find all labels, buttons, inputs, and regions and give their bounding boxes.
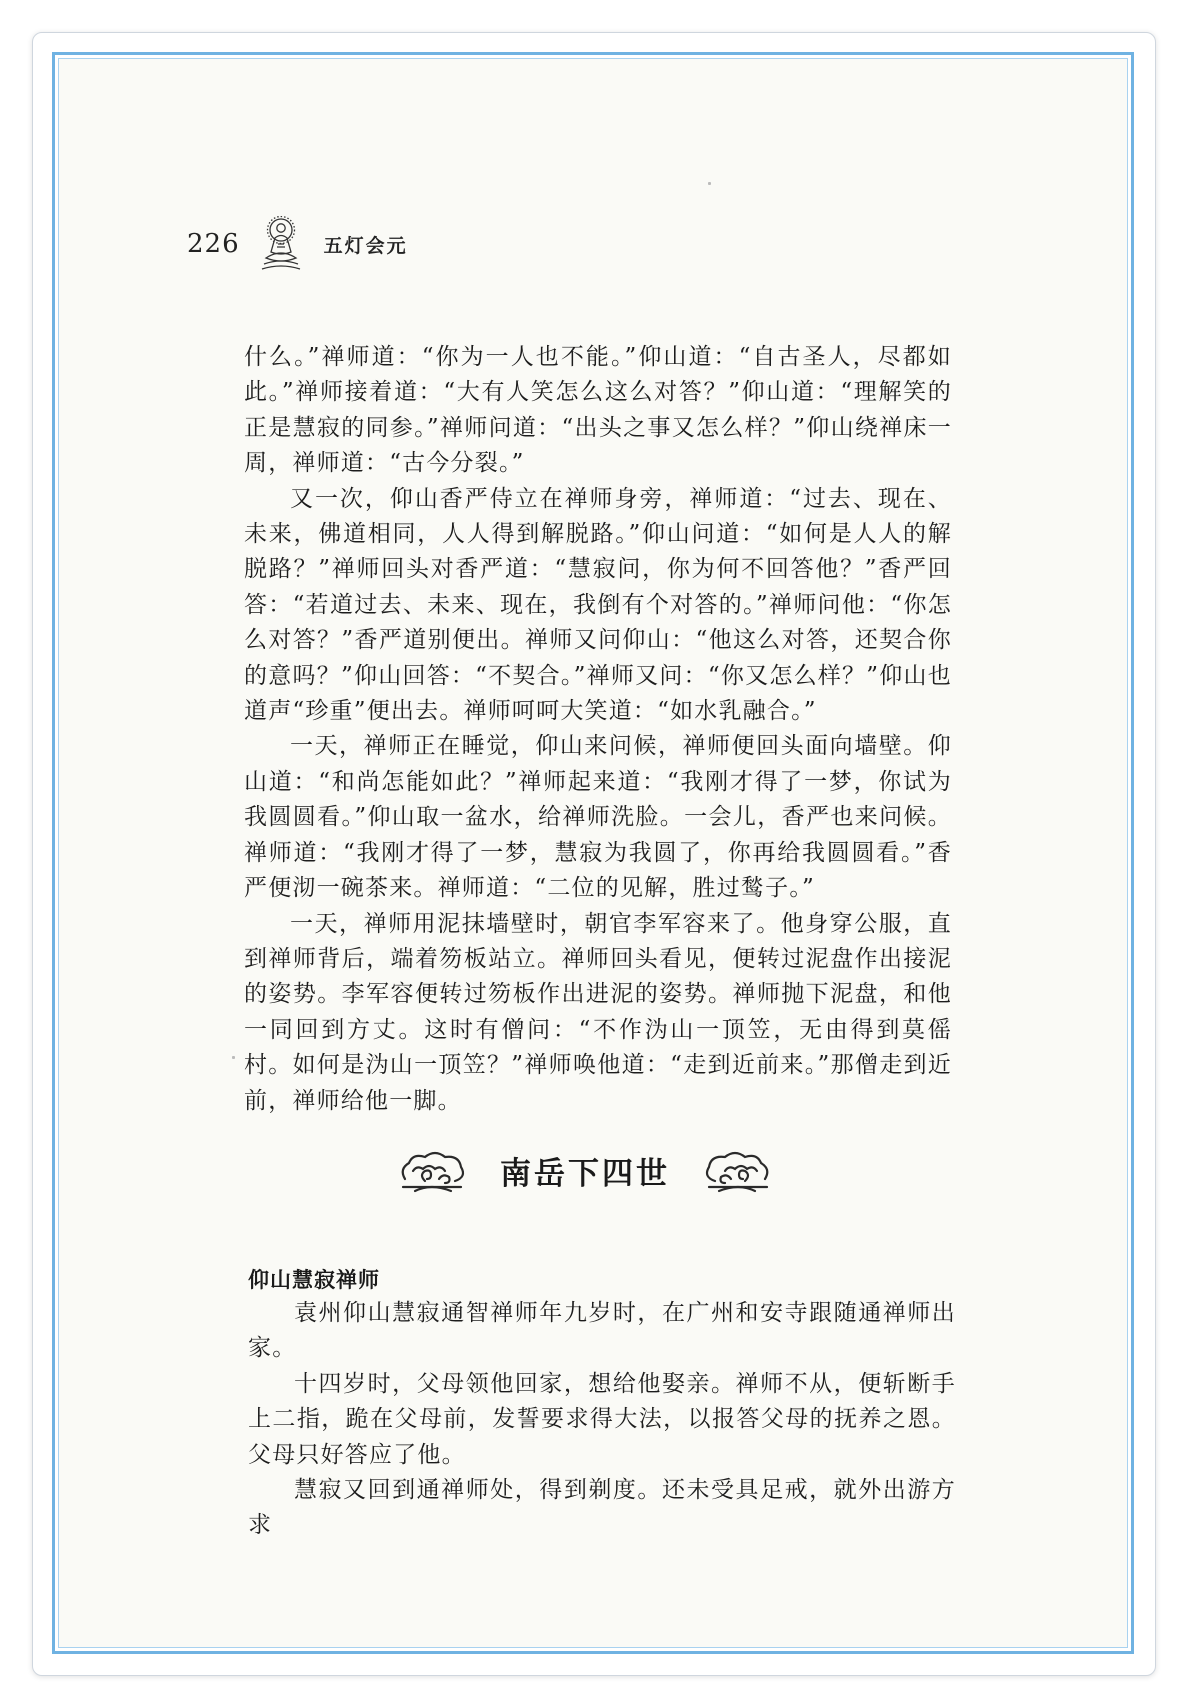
scan-speck — [232, 1056, 235, 1059]
paragraph: 一天，禅师用泥抹墙壁时，朝官李军容来了。他身穿公服，直到禅师背后，端着笏板站立。禅师回头看见，便转过泥盘作出接泥的姿势。李军容便转过笏板作出进泥的姿势。禅师抛下泥盘，和他一同回到方丈。这时有僧问：“不作沩山一顶笠，无由得到莫傜村。如何是沩山一顶笠？”禅师唤他道：“走到近前来。”那僧走到近前，禅师给他一脚。 — [244, 910, 952, 1114]
body-text-2 — [248, 1296, 956, 1544]
body-text — [244, 340, 952, 1119]
paragraph: 又一次，仰山香严侍立在禅师身旁，禅师道：“过去、现在、未来，佛道相同，人人得到解脱路。”仰山问道：“如何是人人的解脱路？”禅师回头对香严道：“慧寂问，你为何不回答他？”香严回答：“若道过去、未来、现在，我倒有个对答的。”禅师问他：“你怎么对答？”香严道别便出。禅师又问仰山：“他这么对答，还契合你的意吗？”仰山回答：“不契合。”禅师又问：“你又怎么样？”仰山也道声“珍重”便出去。禅师呵呵大笑道：“如水乳融合。” — [244, 485, 952, 725]
section-title: 南岳下四世 — [500, 1155, 670, 1192]
book-title: 五灯会元 — [323, 234, 408, 257]
cloud-ornament-right-icon — [701, 1147, 775, 1193]
subsection-title: 仰山慧寂禅师 — [248, 1268, 380, 1292]
scan-speck — [708, 182, 711, 185]
paragraph: 袁州仰山慧寂通智禅师年九岁时，在广州和安寺跟随通禅师出家。 — [248, 1300, 956, 1362]
buddha-icon — [258, 216, 304, 272]
section-heading — [395, 1142, 775, 1198]
paragraph: 什么。”禅师道：“你为一人也不能。”仰山道：“自古圣人，尽都如此。”禅师接着道：“大有人笑怎么这么对答？”仰山道：“理解笑的正是慧寂的同参。”禅师问道：“出头之事又怎么样？”仰山绕禅床一周，禅师道：“古今分裂。” — [244, 344, 952, 477]
paragraph: 十四岁时，父母领他回家，想给他娶亲。禅师不从，便斩断手上二指，跪在父母前，发誓要求得大法，以报答父母的抚养之恩。父母只好答应了他。 — [248, 1370, 956, 1468]
paragraph: 慧寂又回到通禅师处，得到剃度。还未受具足戒，就外出游方求 — [248, 1477, 956, 1539]
cloud-ornament-left-icon — [395, 1147, 469, 1193]
page-header — [187, 216, 408, 272]
page-number: 226 — [187, 229, 240, 259]
paragraph: 一天，禅师正在睡觉，仰山来问候，禅师便回头面向墙壁。仰山道：“和尚怎能如此？”禅师起来道：“我刚才得了一梦，你试为我圆圆看。”仰山取一盆水，给禅师洗脸。一会儿，香严也来问候。禅师道：“我刚才得了一梦，慧寂为我圆了，你再给我圆圆看。”香严便沏一碗茶来。禅师道：“二位的见解，胜过鹙子。” — [244, 733, 952, 902]
